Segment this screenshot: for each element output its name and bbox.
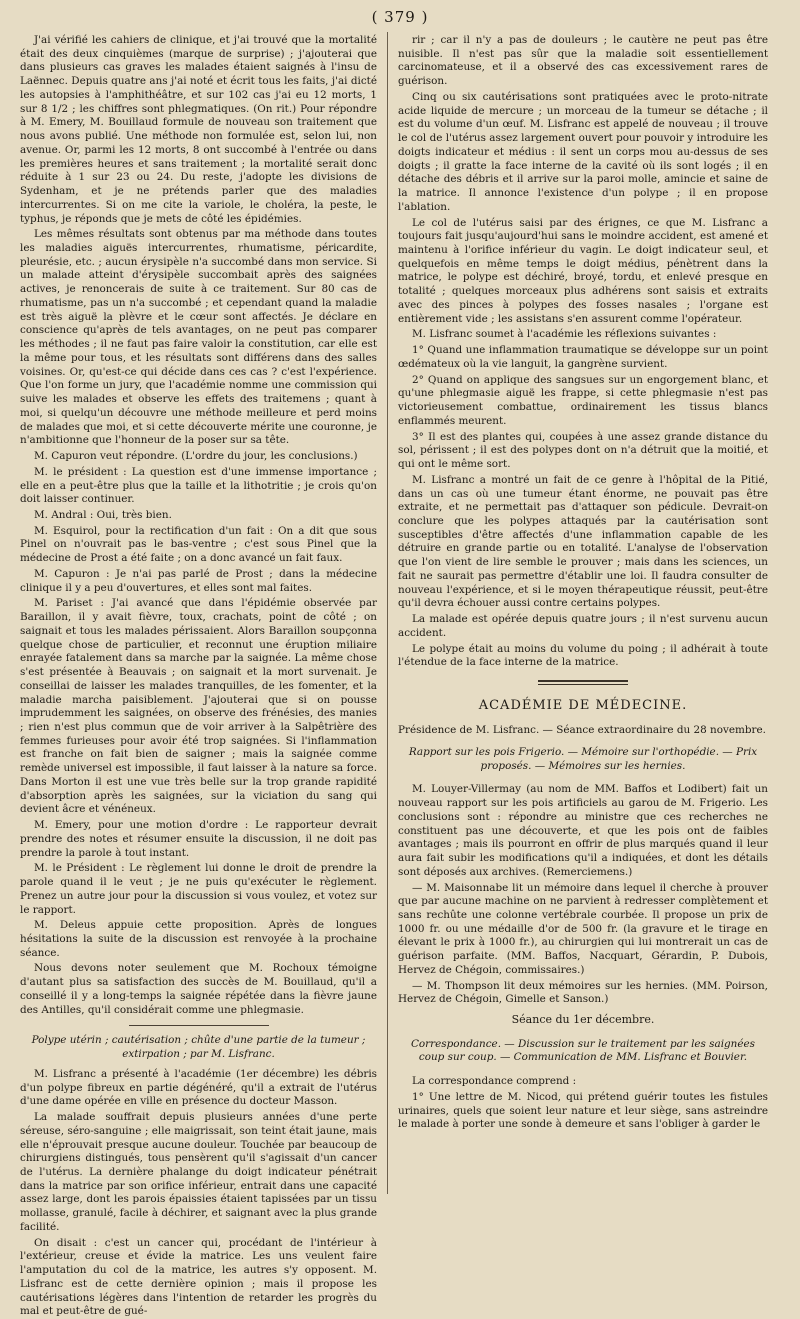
paragraph: rir ; car il n'y a pas de douleurs ; le cautère ne peut pas être nuisible. Il n'est pas sûr que la maladie soit essentiellement carcinomateuse, et il a observé des cas excessivement rares de guérison. [398, 34, 768, 88]
paragraph: M. Lisfranc soumet à l'académie les réflexions suivantes : [412, 328, 717, 341]
left-column [20, 34, 377, 1318]
paragraph: 2° Quand on applique des sangsues sur un engorgement blanc, et qu'une phlegmasie aiguë les frappe, si cette phlegmasie n'est pas victorieusement combattue, ordinairement les tissus blancs enflammés meurent. [398, 373, 768, 427]
paragraph: M. Emery, pour une motion d'ordre : Le rapporteur devrait prendre des notes et résumer ensuite la discussion, il ne doit pas prendre la parole à tout instant. [20, 819, 377, 859]
section-title: Polype utérin ; cautérisation ; chûte d'une partie de la tumeur ; extirpation ; par M. Lisfranc. [31, 1034, 366, 1061]
paragraph: On disait : c'est un cancer qui, procédant de l'intérieur à l'extérieur, creuse et évide la matrice. Les uns veulent faire l'amputation du col de la matrice, les autres s'y opposent. M. Lisfranc est de cette dernière opinion ; mais il propose les cautérisations légères dans l'intention de retarder les progrès du mal et peut-être de gué- [20, 1236, 377, 1318]
paragraph: 1° Une lettre de M. Nicod, qui prétend guérir toutes les fistules urinaires, quels que soient leur nature et leur siège, sans astreindre le malade à porter une sonde à demeure et sans l'obliger à garder le [398, 1090, 768, 1131]
column-divider [387, 32, 388, 1194]
paragraph: M. Esquirol, pour la rectification d'un fait : On a dit que sous Pinel on n'ouvrait pas le bas-ventre ; c'est sous Pinel que la médecine de Prost a été faite ; on a donc avancé un fait faux. [20, 524, 377, 565]
paragraph: La malade est opérée depuis quatre jours ; il n'est survenu aucun accident. [398, 613, 768, 639]
paragraph: M. le président : La question est d'une immense importance ; elle en a peut-être plus que la taille et la lithotritie ; je crois qu'on doit laisser continuer. [20, 465, 377, 506]
paragraph: 1° Quand une inflammation traumatique se développe sur un point œdémateux où la vie languit, la gangrène survient. [398, 344, 768, 370]
session-summary: Correspondance. — Discussion sur le traitement par les saignées coup sur coup. — Communication de MM. Lisfranc et Bouvier. [410, 1037, 756, 1064]
right-column [398, 34, 768, 1192]
paragraph: J'ai vérifié les cahiers de clinique, et j'ai trouvé que la mortalité était des deux cinquièmes (marque de surprise) ; j'ajouterai que dans plusieurs cas graves les malades étaient saignés à l'insu de Laënnec. Depuis quatre ans j'ai noté et écrit tous les faits, j'ai dicté les autopsies à l'amphithéâtre, et sur 102 cas j'ai eu 12 morts, 1 sur 8 1/2 ; les chiffres sont phlegmatiques. (On rit.) Pour répondre à M. Emery, M. Bouillaud formule de nouveau son traitement que nous avons publié. Une méthode non formulée est, selon lui, non avenue. Or, parmi les 12 morts, 8 ont succombé à l'entrée ou dans les premières heures et sans traitement ; la mortalité serait donc réduite à 1 sur 23 ou 24. Du reste, j'adopte les divisions de Sydenham, et je ne prétends parler que des maladies intercurrentes. Si on me cite la variole, le choléra, la peste, le typhus, je réponds que je mets de côté les épidémies. [20, 34, 377, 225]
paragraph: Les mêmes résultats sont obtenus par ma méthode dans toutes les maladies aiguës intercurrentes, rhumatisme, péricardite, pleurésie, etc. ; aucun érysipèle n'a succombé dans mon service. Si un malade atteint d'érysipèle succombait après des saignées actives, je renoncerais de suite à ce traitement. Sur 80 cas de rhumatisme, pas un n'a succombé ; et cependant quand la maladie est très aiguë la plèvre et le cœur sont affectés. Je déclare en conscience qu'après de tels avantages, on ne peut pas comparer les méthodes ; il ne faut pas faire valoir la constitution, car elle est la même pour tous, et les résultats sont différens dans des salles voisines. Or, qu'est-ce qui décide dans ces cas ? c'est l'expérience. Que l'on forme un jury, que l'académie nomme une commission qui suive les malades et observe les effets des traitemens ; quant à moi, si quelqu'un découvre une méthode meilleure et perd moins de malades que moi, et si cette découverte mérite une couronne, je n'ambitionne que l'honneur de la poser sur sa tête. [20, 228, 377, 447]
paragraph: M. Lisfranc a présenté à l'académie (1er décembre) les débris d'un polype fibreux en partie dégénéré, qu'il a extrait de l'utérus d'une dame opérée en ville en présence du docteur Masson. [20, 1067, 377, 1108]
paragraph: M. le Président : Le règlement lui donne le droit de prendre la parole quand il le veut ; je ne puis qu'exécuter le règlement. Prenez un autre jour pour la discussion si vous voulez, et votez sur le rapport. [20, 862, 377, 916]
paragraph: M. Lisfranc a montré un fait de ce genre à l'hôpital de la Pitié, dans un cas où une tumeur étant énorme, ne pouvait pas être extraite, et ne permettait pas d'attaquer son pédicule. Devrait-on conclure que les polypes attaqués par la cautérisation sont susceptibles d'être affectés d'une inflammation capable de les détruire en grande partie ou en totalité. L'analyse de l'observation que l'on vient de lire semble le prouver ; mais dans les sciences, un fait ne saurait pas permettre d'établir une loi. Il faudra consulter de nouveau l'expérience, et si le moyen thérapeutique réussit, peut-être qu'il devra échouer aussi contre certains polypes. [398, 473, 768, 610]
paragraph: — M. Thompson lit deux mémoires sur les hernies. (MM. Poirson, Hervez de Chégoin, Gimelle et Sanson.) [398, 979, 768, 1006]
paragraph: M. Capuron veut répondre. (L'ordre du jour, les conclusions.) [34, 450, 358, 463]
session-date: Séance du 1er décembre. [511, 1013, 655, 1027]
paragraph: M. Andral : Oui, très bien. [34, 508, 172, 521]
page-number: ( 379 ) [371, 8, 429, 26]
session-header: Présidence de M. Lisfranc. — Séance extraordinaire du 28 novembre. [398, 724, 766, 737]
section-separator [129, 1025, 269, 1026]
decorative-rule [538, 680, 628, 685]
paragraph: La malade souffrait depuis plusieurs années d'une perte séreuse, séro-sanguine ; elle maigrissait, son teint était jaune, mais elle n'éprouvait presque aucune douleur. Touchée par beaucoup de chirurgiens distingués, tous pensèrent qu'il s'agissait d'un cancer de l'utérus. La dernière phalange du doigt indicateur pénétrait dans la matrice par son orifice inférieur, entrait dans une capacité assez large, dont les parois épaissies étaient tapissées par un tissu mollasse, granulé, facile à déchirer, et saignant avec la plus grande facilité. [20, 1111, 377, 1233]
paragraph: — M. Maisonnabe lit un mémoire dans lequel il cherche à prouver que par aucune machine on ne parvient à redresser complètement et sans rechûte une colonne vertébrale courbée. Il propose un prix de 1000 fr. ou une médaille d'or de 500 fr. (la gravure et le tirage en élevant le prix à 1000 fr.), au chirurgien qui lui montrerait un cas de guérison parfaite. (MM. Baffos, Nacquart, Gérardin, P. Dubois, Hervez de Chégoin, commissaires.) [398, 881, 768, 976]
paragraph: M. Deleus appuie cette proposition. Après de longues hésitations la suite de la discussion est renvoyée à la prochaine séance. [20, 919, 377, 959]
paragraph: La correspondance comprend : [412, 1075, 577, 1088]
paragraph: M. Capuron : Je n'ai pas parlé de Prost ; dans la médecine clinique il y a peu d'ouvertures, et elles sont mal faites. [20, 567, 377, 594]
paragraph: M. Louyer-Villermay (au nom de MM. Baffos et Lodibert) fait un nouveau rapport sur les pois artificiels au garou de M. Frigerio. Les conclusions sont : répondre au ministre que ces recherches ne constituent pas une découverte, et que les pois ont de faibles avantages ; mais ils pourront en offrir de plus marqués quand il leur aura fait subir les modifications qu'il a indiquées, et dont les détails sont déposés aux archives. (Remerciemens.) [398, 783, 768, 878]
paragraph: Cinq ou six cautérisations sont pratiquées avec le proto-nitrate acide liquide de mercure ; un morceau de la tumeur se détache ; il est du volume d'un œuf. M. Lisfranc est appelé de nouveau ; il trouve le col de l'utérus assez largement ouvert pour pouvoir y introduire les doigts indicateur et médius : il sent un corps mou au-dessus de ses doigts ; il gratte la face interne de la cavité où ils sont logés ; il en détache des débris et il arrive sur la paroi molle, amincie et saine de la matrice. Il annonce l'existence d'un polype ; il en propose l'ablation. [398, 90, 768, 213]
paragraph: Nous devons noter seulement que M. Rochoux témoigne d'autant plus sa satisfaction des succès de M. Bouillaud, qu'il a conseillé il y a long-temps la saignée répétée dans la fièvre jaune des Antilles, qu'il considérait comme une phlegmasie. [20, 962, 377, 1016]
paragraph: Le polype était au moins du volume du poing ; il adhérait à toute l'étendue de la face interne de la matrice. [398, 642, 768, 669]
session-summary: Rapport sur les pois Frigerio. — Mémoire sur l'orthopédie. — Prix proposés. — Mémoires sur les hernies. [408, 745, 758, 772]
paragraph: 3° Il est des plantes qui, coupées à une assez grande distance du sol, périssent ; il est des polypes dont on n'a détruit que la moitié, et qui ont le même sort. [398, 430, 768, 471]
section-heading: ACADÉMIE DE MÉDECINE. [478, 698, 688, 714]
paragraph: M. Pariset : J'ai avancé que dans l'épidémie observée par Baraillon, il y avait fièvre, toux, crachats, point de côté ; on saignait et tous les malades périssaient. Alors Baraillon soupçonna quelque chose de particulier, et reconnut une éruption miliaire enrayée fatalement dans sa marche par la saignée. La même chose s'est présentée à Beauvais ; on saignait et la mort survenait. Je conseillai de laisser les malades tranquilles, de les fomenter, et la maladie marcha paisiblement. J'ajouterai que si on pousse imprudemment les saignées, on observe des frénésies, des manies ; rien n'est plus commun que de voir arriver à la Salpêtrière des femmes furieuses pour avoir été trop saignées. Si l'inflammation est franche on fait bien de saigner ; mais la saignée comme remède universel est impossible, il faut laisser à la nature sa force. Dans Morton il est une vue très belle sur la trop grande rapidité d'absorption après les saignées, sur la viciation du sang qui devient âcre et vénéneux. [20, 597, 377, 816]
paragraph: Le col de l'utérus saisi par des érignes, ce que M. Lisfranc a toujours fait jusqu'aujourd'hui sans le moindre accident, est amené et maintenu à l'orifice inférieur du vagin. Le doigt indicateur seul, et quelquefois en même temps le doigt médius, pénètrent dans la matrice, le polype est déchiré, broyé, tordu, et enlevé presque en totalité ; quelques morceaux plus adhérens sont saisis et extraits avec des pinces à polypes des fosses nasales ; l'organe est entièrement vide ; les assistans s'en assurent comme l'opérateur. [398, 216, 768, 325]
